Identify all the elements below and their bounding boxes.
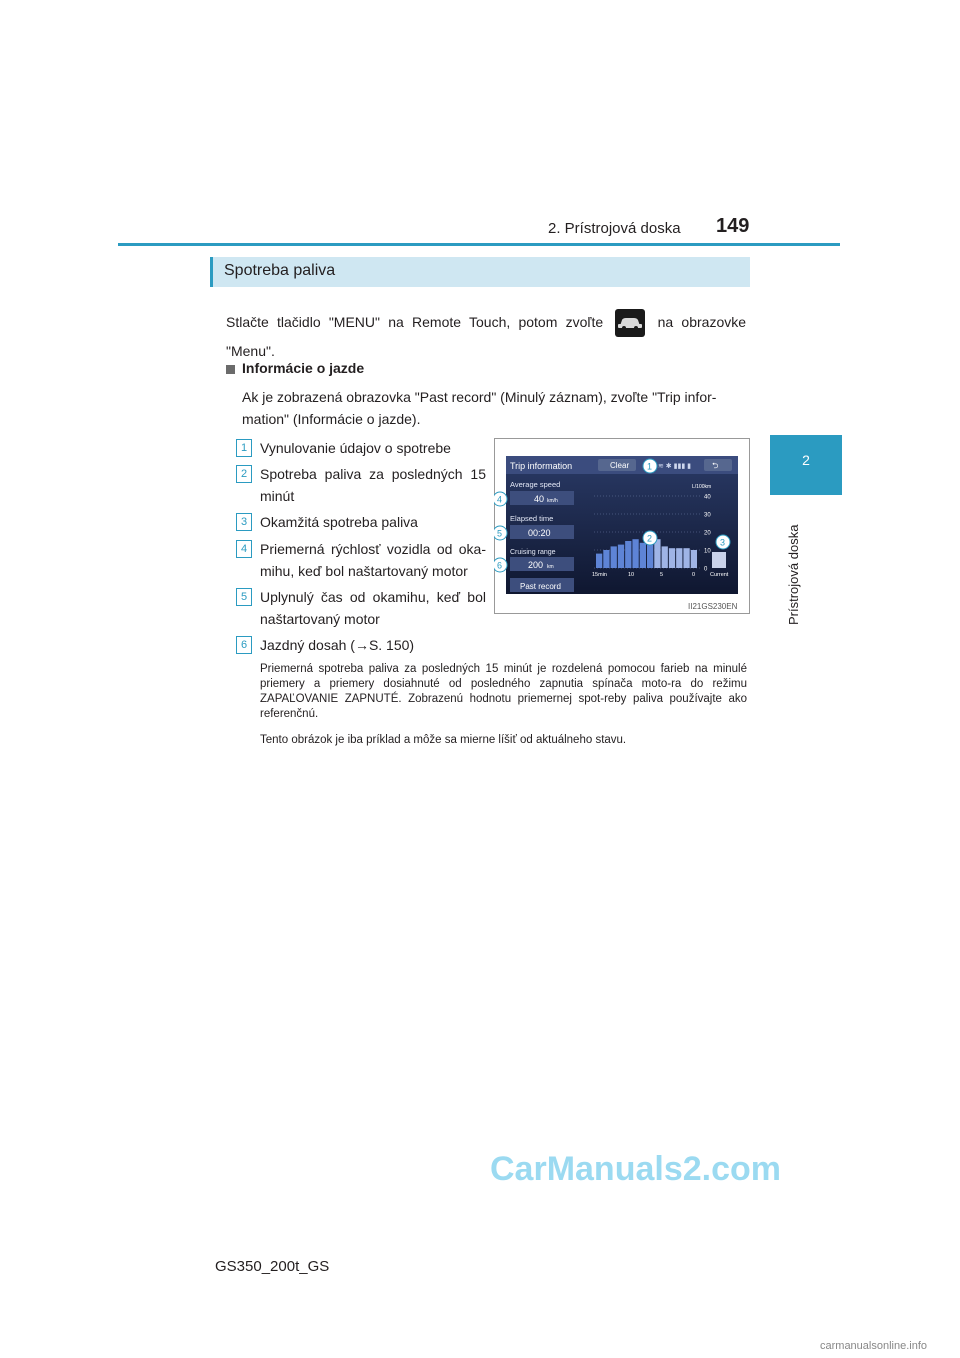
y-tick-label: 0: [704, 566, 708, 573]
car-icon: [615, 309, 645, 337]
item-number: 6: [236, 636, 252, 654]
note-paragraph: Priemerná spotreba paliva za posledných 15 minút je rozdelená pomocou farieb na minulé priemery a priemery dosiahnuté od posledného zapnutia spínača moto-ra do režimu ZAPAĽOVANIE ZAPNUTÉ. Zobrazenú hodnotu priemernej spot-reby paliva používajte ako referenčnú.: [260, 663, 747, 720]
item-text: Okamžitá spotreba paliva: [260, 514, 418, 530]
figure-callouts: [494, 438, 750, 614]
item-text: Jazdný dosah (→S. 150): [260, 637, 415, 653]
avg-speed-unit: km/h: [547, 498, 558, 504]
item-number: 5: [236, 588, 252, 606]
header-rule: [118, 243, 840, 246]
item-text: Spotreba paliva za posledných 15 minút: [260, 466, 486, 504]
watermark: CarManuals2.com: [490, 1150, 781, 1188]
callout-1: [643, 459, 657, 473]
callout-5: [494, 526, 507, 540]
intro-paragraph: [226, 308, 746, 365]
item-text: Vynulovanie údajov o spotrebe: [260, 440, 451, 456]
x-tick-label: 15min: [592, 572, 607, 578]
elapsed-time-label: Elapsed time: [510, 514, 554, 523]
y-tick-label: 20: [704, 530, 711, 537]
y-tick-label: 40: [704, 494, 711, 501]
model-code: GS350_200t_GS: [215, 1258, 330, 1275]
chapter-side-label: [786, 515, 806, 625]
svg-text:4: 4: [497, 494, 503, 505]
cruising-range-label: Cruising range: [510, 549, 556, 556]
item-text: Priemerná rýchlosť vozidla od oka-mihu, keď bol naštartovaný motor: [260, 541, 486, 579]
svg-text:2: 2: [647, 533, 653, 544]
cruising-range-value: 200: [528, 560, 544, 570]
svg-text:6: 6: [497, 560, 503, 571]
callout-3: [716, 535, 730, 549]
svg-text:3: 3: [720, 537, 726, 548]
screen-title: Trip information: [510, 461, 573, 471]
item-text: Uplynulý čas od okamihu, keď bol naštartovaný motor: [260, 589, 486, 627]
figure-caption: II21GS230EN: [688, 602, 738, 611]
watermark-small: carmanualsonline.info: [820, 1340, 928, 1352]
avg-speed-value: 40: [534, 494, 545, 504]
chapter-side-label-text: Prístrojová doska: [786, 524, 801, 625]
status-icons: ≋ ✱ ▮▮▮ ▮: [658, 463, 691, 470]
x-tick-label: 5: [660, 572, 664, 578]
y-tick-label: 10: [704, 548, 711, 555]
chapter-title: 2. Prístrojová doska: [548, 220, 681, 237]
intro-text-before: Stlačte tlačidlo "MENU" na Remote Touch, potom zvoľte: [226, 314, 604, 330]
square-bullet-icon: [226, 365, 235, 374]
y-tick-label: 30: [704, 512, 711, 519]
y-unit-label: L/100km: [692, 484, 712, 490]
avg-speed-label: Average speed: [510, 480, 561, 489]
elapsed-time-value: 00:20: [528, 528, 551, 538]
item-number: 3: [236, 513, 252, 531]
chapter-tab-number: 2: [802, 452, 810, 468]
callout-2: [643, 531, 657, 545]
chapter-tab: [770, 435, 842, 495]
intro-text-after: na obrazovke "Menu".: [226, 314, 747, 360]
item-number: 2: [236, 465, 252, 483]
note-paragraph: Tento obrázok je iba príklad a môže sa mierne líšiť od aktuálneho stavu.: [260, 734, 627, 746]
callout-6: [494, 558, 507, 572]
x-tick-label: 10: [628, 572, 635, 578]
subsection-heading: [226, 360, 364, 376]
callout-4: [494, 492, 507, 506]
cruising-range-unit: km: [547, 564, 554, 570]
section-heading: [210, 257, 750, 287]
clear-button-label: Clear: [610, 461, 630, 470]
past-record-label: Past record: [520, 582, 561, 591]
item-number: 4: [236, 540, 252, 558]
subsection-title: Informácie o jazde: [242, 360, 365, 376]
svg-text:1: 1: [647, 461, 653, 472]
x-tick-label: Current: [710, 572, 729, 578]
x-tick-label: 0: [692, 572, 696, 578]
back-arrow-icon: ⮌: [712, 461, 719, 470]
section-title: Spotreba paliva: [224, 262, 336, 279]
item-number: 1: [236, 439, 252, 457]
page-number: 149: [716, 215, 750, 237]
svg-text:5: 5: [497, 528, 503, 539]
subsection-text: Ak je zobrazená obrazovka "Past record" (Minulý záznam), zvoľte "Trip infor-mation" (Informácie o jazde).: [242, 389, 717, 427]
